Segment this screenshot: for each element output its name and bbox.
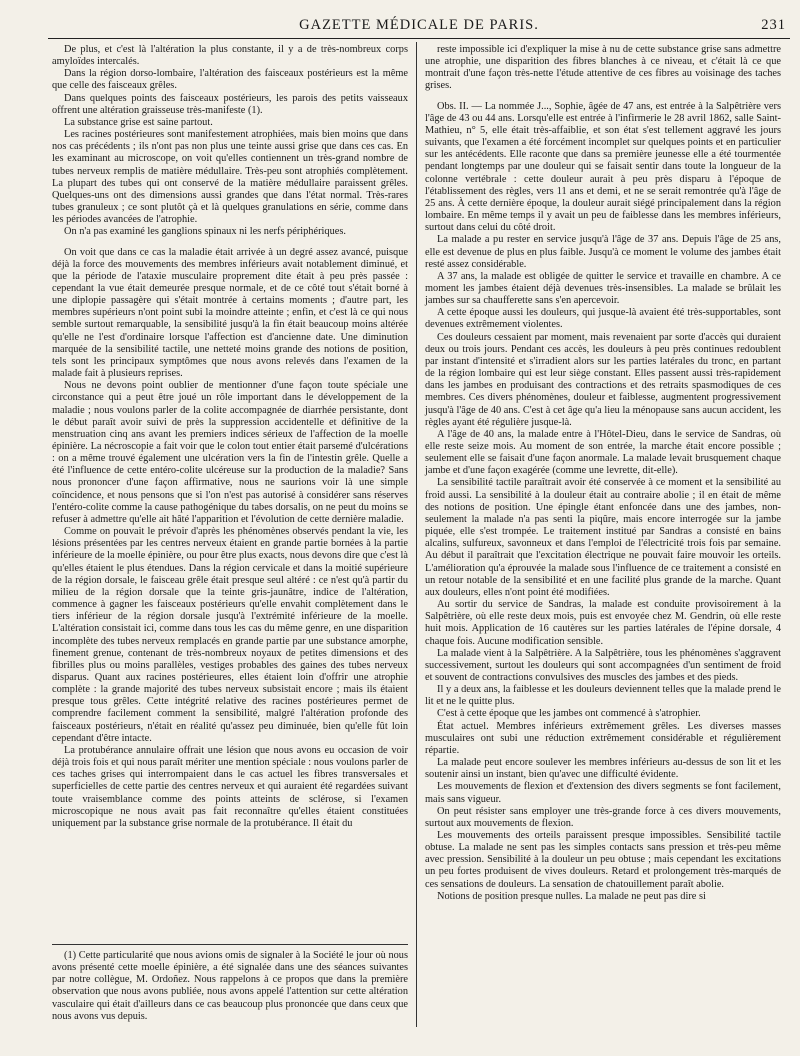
footnote-rule — [52, 944, 408, 945]
paragraph: La substance grise est saine partout. — [64, 116, 213, 128]
paragraph: Dans quelques points des faisceaux postérieurs, les parois des petits vaisseaux offrent une altération graisseuse très-manifeste (1). — [52, 92, 408, 116]
paragraph: Il y a deux ans, la faiblesse et les douleurs deviennent telles que la malade prend le lit et ne le quitte plus. — [425, 684, 781, 708]
paragraph: Les racines postérieures sont manifestement atrophiées, mais bien moins que dans nos cas précédents ; ils n'ont pas non plus une teinte aussi grise que dans ces cas. En les examinant au microscope, on voit qu'elles contiennent un très-grand nombre de tubes nerveux remplis de matière médullaire. Très-peu sont atrophiés complètement. La plupart des tubes qui ont conservé de la matière médullaire paraissent grêles. Quelques-uns ont des dimensions aussi grandes que dans l'état normal. Très-rares tubes granuleux ; ce sont plutôt çà et là quelques granulations en série, comme dans les périodes avancées de l'atrophie. — [52, 129, 408, 226]
paragraph: A l'âge de 40 ans, la malade entre à l'Hôtel-Dieu, dans le service de Sandras, où elle reste seize mois. Au moment de son entrée, la marche était encore possible ; seulement elle se faisait d'une façon anormale. La malade levait brusquement chaque jambe et d'une façon exagérée (comme une levrette, dit-elle). — [425, 428, 781, 477]
page-number: 231 — [761, 17, 786, 33]
paragraph: La sensibilité tactile paraîtrait avoir été conservée à ce moment et la sensibilité au froid aussi. La sensibilité à la douleur était au contraire abolie ; il en était de même des notions de position. Une épingle étant enfoncée dans une des jambes, non-seulement la malade n'a pas senti la piqûre, mais encore interrogée sur la jambe piquée, elle s'est trompée. Le traitement institué par Sandras a consisté en bains alcalins, sulfureux, savonneux et dans l'emploi de l'électricité trois fois par semaine. Au début il paraîtrait que l'excitation électrique ne pouvait faire mouvoir les orteils. L'amélioration qu'a éprouvée la malade sous l'influence de ce traitement a consisté en un retour notable de la sensibilité et en une facilité plus grande de la marche. Quant aux douleurs, elles n'ont point été modifiées. — [425, 477, 781, 598]
section-gap — [425, 93, 781, 101]
footnote: (1) Cette particularité que nous avions omis de signaler à la Société le jour où nous avons présenté cette moelle épinière, a été signalée dans une des séances suivantes par notre collègue, M. Ordoñez. Nous rappelons à ce propos que dans la première observation que nous avons publiée, nous avons appelé l'attention sur cette altération vasculaire qui était d'ailleurs dans ce cas beaucoup plus prononcée que dans ceux que nous avons vus depuis. — [52, 950, 408, 1022]
paragraph: Ces douleurs cessaient par moment, mais revenaient par sorte d'accès qui duraient deux ou trois jours. Pendant ces accès, les douleurs à peu près continues redoublent par instant d'intensité et s'irradient alors sur les parties latérales du tronc, en partant de la région lombaire qui est leur siège constant. Elles passent aussi très-rapidement dans les jambes en produisant des contractions et des retraits spasmodiques de ces membres. Ces divers phénomènes, douleur et faiblesse, augmentent progressivement jusqu'à l'âge de 40 ans. C'est à cet âge qu'a lieu la ménopause sans aucun accident, les règles ayant été régulière jusque-là. — [425, 331, 781, 428]
header-rule — [48, 38, 790, 39]
paragraph: De plus, et c'est là l'altération la plus constante, il y a de très-nombreux corps amyloïdes intercalés. — [52, 44, 408, 68]
column-divider — [416, 42, 417, 1027]
observation-heading-paragraph: Obs. II. — La nommée J..., Sophie, âgée de 47 ans, est entrée à la Salpêtrière vers l'âge de 43 ou 44 ans. Lorsqu'elle est entrée à l'infirmerie le 28 avril 1862, salle Saint-Mathieu, n° 5, elle était très-affaiblie, et son état s'est tellement aggravé les jours suivants, que l'examen a été forcément incomplet sur quelques points et en particulier sur les antécédents. Elle raconte que dans sa première jeunesse elle a été tourmentée pendant longtemps par une douleur qui se faisait sentir dans toute la longueur de la colonne vertébrale : cette douleur aurait à peu près disparu à l'époque de l'établissement des règles, vers 11 ans et demi, et ne se serait remontrée qu'à l'âge de 25 ans. À cette dernière époque, la douleur aurait siégé principalement dans la région lombaire. En même temps il y avait un peu de faiblesse dans les membres inférieurs, surtout dans celui du côté droit. — [425, 100, 781, 234]
paragraph: A 37 ans, la malade est obligée de quitter le service et travaille en chambre. A ce moment les jambes étaient déjà devenues très-insensibles. La malade se brûlait les jambes sur sa chaufferette sans s'en apercevoir. — [425, 270, 781, 307]
journal-title: GAZETTE MÉDICALE DE PARIS. — [299, 17, 539, 33]
left-column — [52, 44, 408, 830]
paragraph: Les mouvements de flexion et d'extension des divers segments se font facilement, mais sans vigueur. — [425, 781, 781, 805]
footnotes — [52, 950, 408, 1023]
paragraph: On voit que dans ce cas la maladie était arrivée à un degré assez avancé, puisque déjà la force des mouvements des membres inférieurs avait notablement diminué, et que la période de l'ataxie musculaire proprement dite était à peu près passée : cependant la vue était demeurée presque normale, et de ce côté tout s'était borné à une diplopie passagère qui s'était montrée à certains moments ; d'autre part, les membres supérieurs n'ont point subi la moindre atteinte ; enfin, et c'est là ce qui nous semble surtout remarquable, la sensibilité jusqu'à la fin était beaucoup moins altérée qu'elle ne l'est d'ordinaire lorsque l'affection est d'ancienne date. Une diminution marquée de la sensibilité tactile, une netteté moins grande des notions de position, tels sont les principaux symptômes que nous avons relevés dans l'examen de la malade fait à plusieurs reprises. — [52, 246, 408, 380]
paragraph: État actuel. Membres inférieurs extrêmement grêles. Les diverses masses musculaires ont subi une réduction extrêmement considérable et régulièrement répartie. — [425, 720, 781, 756]
paragraph: Comme on pouvait le prévoir d'après les phénomènes observés pendant la vie, les lésions présentées par les centres nerveux étaient en grande partie bornées à la partie inférieure de la moelle épinière, ou pour être plus exacts, nous devons dire que c'est là qu'elles étaient le plus étendues. Dans la région cervicale et dans la moitié supérieure de la région dorsale, le faisceau grêle était presque seul altéré : ce n'est qu'à partir du milieu de la région dorsale que la teinte gris-jaunâtre, indice de l'altération, commence à gagner les faisceaux postérieurs qu'elle envahit complètement dans le tiers inférieur de la région dorsale jusqu'à l'extrémité inférieure de la moelle. L'altération consistait ici, comme dans tous les cas du même genre, en une disparition incomplète des tubes nerveux remplacés en grande partie par une substance amorphe, finement grenue, contenant de très-nombreux noyaux de petites dimensions et des fibrilles plus ou moins parallèles, vestiges probables des gaines des tubes nerveux disparus. Quant aux racines postérieures, elles étaient loin d'offrir une atrophie complète : la grande majorité des tubes nerveux subsistait encore ; mais ils étaient presque tous grêles. Cette intégrité relative des racines postérieures permet de comprendre facilement comment la sensibilité, malgré l'altération profonde des faisceaux postérieurs, n'était en réalité qu'assez peu diminuée, bien qu'elle fût loin cependant d'être intacte. — [52, 526, 409, 744]
paragraph: On peut résister sans employer une très-grande force à ces divers mouvements, surtout aux mouvements de flexion. — [425, 805, 781, 829]
paragraph: reste impossible ici d'expliquer la mise à nu de cette substance grise sans admettre une atrophie, une disparition des fibres blanches à ce niveau, et c'était là ce que montrait d'une façon très-nette l'étude attentive de ces fibres au voisinage des taches grises. — [425, 44, 781, 92]
paragraph: Notions de position presque nulles. La malade ne peut pas dire si — [437, 890, 706, 902]
paragraph: La malade peut encore soulever les membres inférieurs au-dessus de son lit et les soutenir ainsi un instant, bien qu'avec une difficulté évidente. — [425, 757, 781, 781]
right-column — [425, 44, 781, 903]
paragraph: Nous ne devons point oublier de mentionner d'une façon toute spéciale une circonstance qui a peut être joué un rôle important dans le développement de la maladie ; nous voulons parler de la colite accompagnée de diarrhée persistante, dont le début paraît avoir suivi de près la suppression accidentelle et définitive de la menstruation cinq ans avant les premiers indices sérieux de l'affection de la moelle épinière. La nécroscopie a fait voir que le colon tout entier était parsemé d'ulcérations : on a même trouvé également une ulcération vers la fin de l'intestin grêle. Quelle a été l'influence de cette entéro-colite ulcéreuse sur la production de la maladie? Sans nous prononcer d'une façon affirmative, nous ne saurions voir là une simple coïncidence, et nous pensons que si l'on n'est pas autorisé à considérer sans réserves l'entéro-colite comme la cause pathogénique du tabes dorsalis, on ne peut du moins se refuser à admettre qu'elle ait hâté l'apparition et l'évolution de cette dernière maladie. — [52, 380, 408, 525]
paragraph: Au sortir du service de Sandras, la malade est conduite provisoirement à la Salpêtrière, où elle reste deux mois, puis est envoyée chez M. Gendrin, où elle reste huit mois. Application de 16 cautères sur les parties latérales de l'épine dorsale, 4 chaque fois. Aucune modification sensible. — [425, 599, 781, 647]
paragraph: La protubérance annulaire offrait une lésion que nous avons eu occasion de voir déjà trois fois et qui nous paraît mériter une mention spéciale : nous voulons parler de ces taches grises qui interrompaient dans le cas actuel les fibres transversales et superficielles de cette partie des centres nerveux et qui auraient été regardées suivant toute vraisemblance comme des points atteints de sclérose, si l'examen microscopique ne nous avait pas fait reconnaître qu'elles étaient constituées uniquement par la substance grise normale de la protubérance. Il était du — [52, 744, 408, 829]
paragraph: A cette époque aussi les douleurs, qui jusque-là avaient été très-supportables, sont devenues extrêmement violentes. — [425, 307, 781, 331]
section-gap — [52, 239, 408, 247]
paragraph: La malade vient à la Salpêtrière. A la Salpêtrière, tous les phénomènes s'aggravent successivement, surtout les douleurs qui sont accompagnées d'un sentiment de froid et souvent de contractions convulsives des muscles des jambes et des pieds. — [425, 647, 781, 683]
paragraph: La malade a pu rester en service jusqu'à l'âge de 37 ans. Depuis l'âge de 25 ans, elle est devenue de plus en plus faible. Jusqu'à ce moment le volume des jambes était resté assez considérable. — [425, 234, 781, 270]
paragraph: C'est à cette époque que les jambes ont commencé à s'atrophier. — [437, 708, 701, 720]
paragraph: On n'a pas examiné les ganglions spinaux ni les nerfs périphériques. — [64, 226, 346, 238]
paragraph: Les mouvements des orteils paraissent presque impossibles. Sensibilité tactile obtuse. La malade ne sent pas les simples contacts sans pression et très-peu même avec pression. Sensibilité à la douleur un peu obtuse ; mais cependant les excitations un peu fortes produisent de vives douleurs. Retard et prolongement très-marqués de ces sensations de douleurs. La sensation de chatouillement paraît abolie. — [425, 830, 781, 890]
paragraph: Dans la région dorso-lombaire, l'altération des faisceaux postérieurs est la même que celle des faisceaux grêles. — [52, 68, 408, 92]
page-header — [48, 14, 790, 38]
